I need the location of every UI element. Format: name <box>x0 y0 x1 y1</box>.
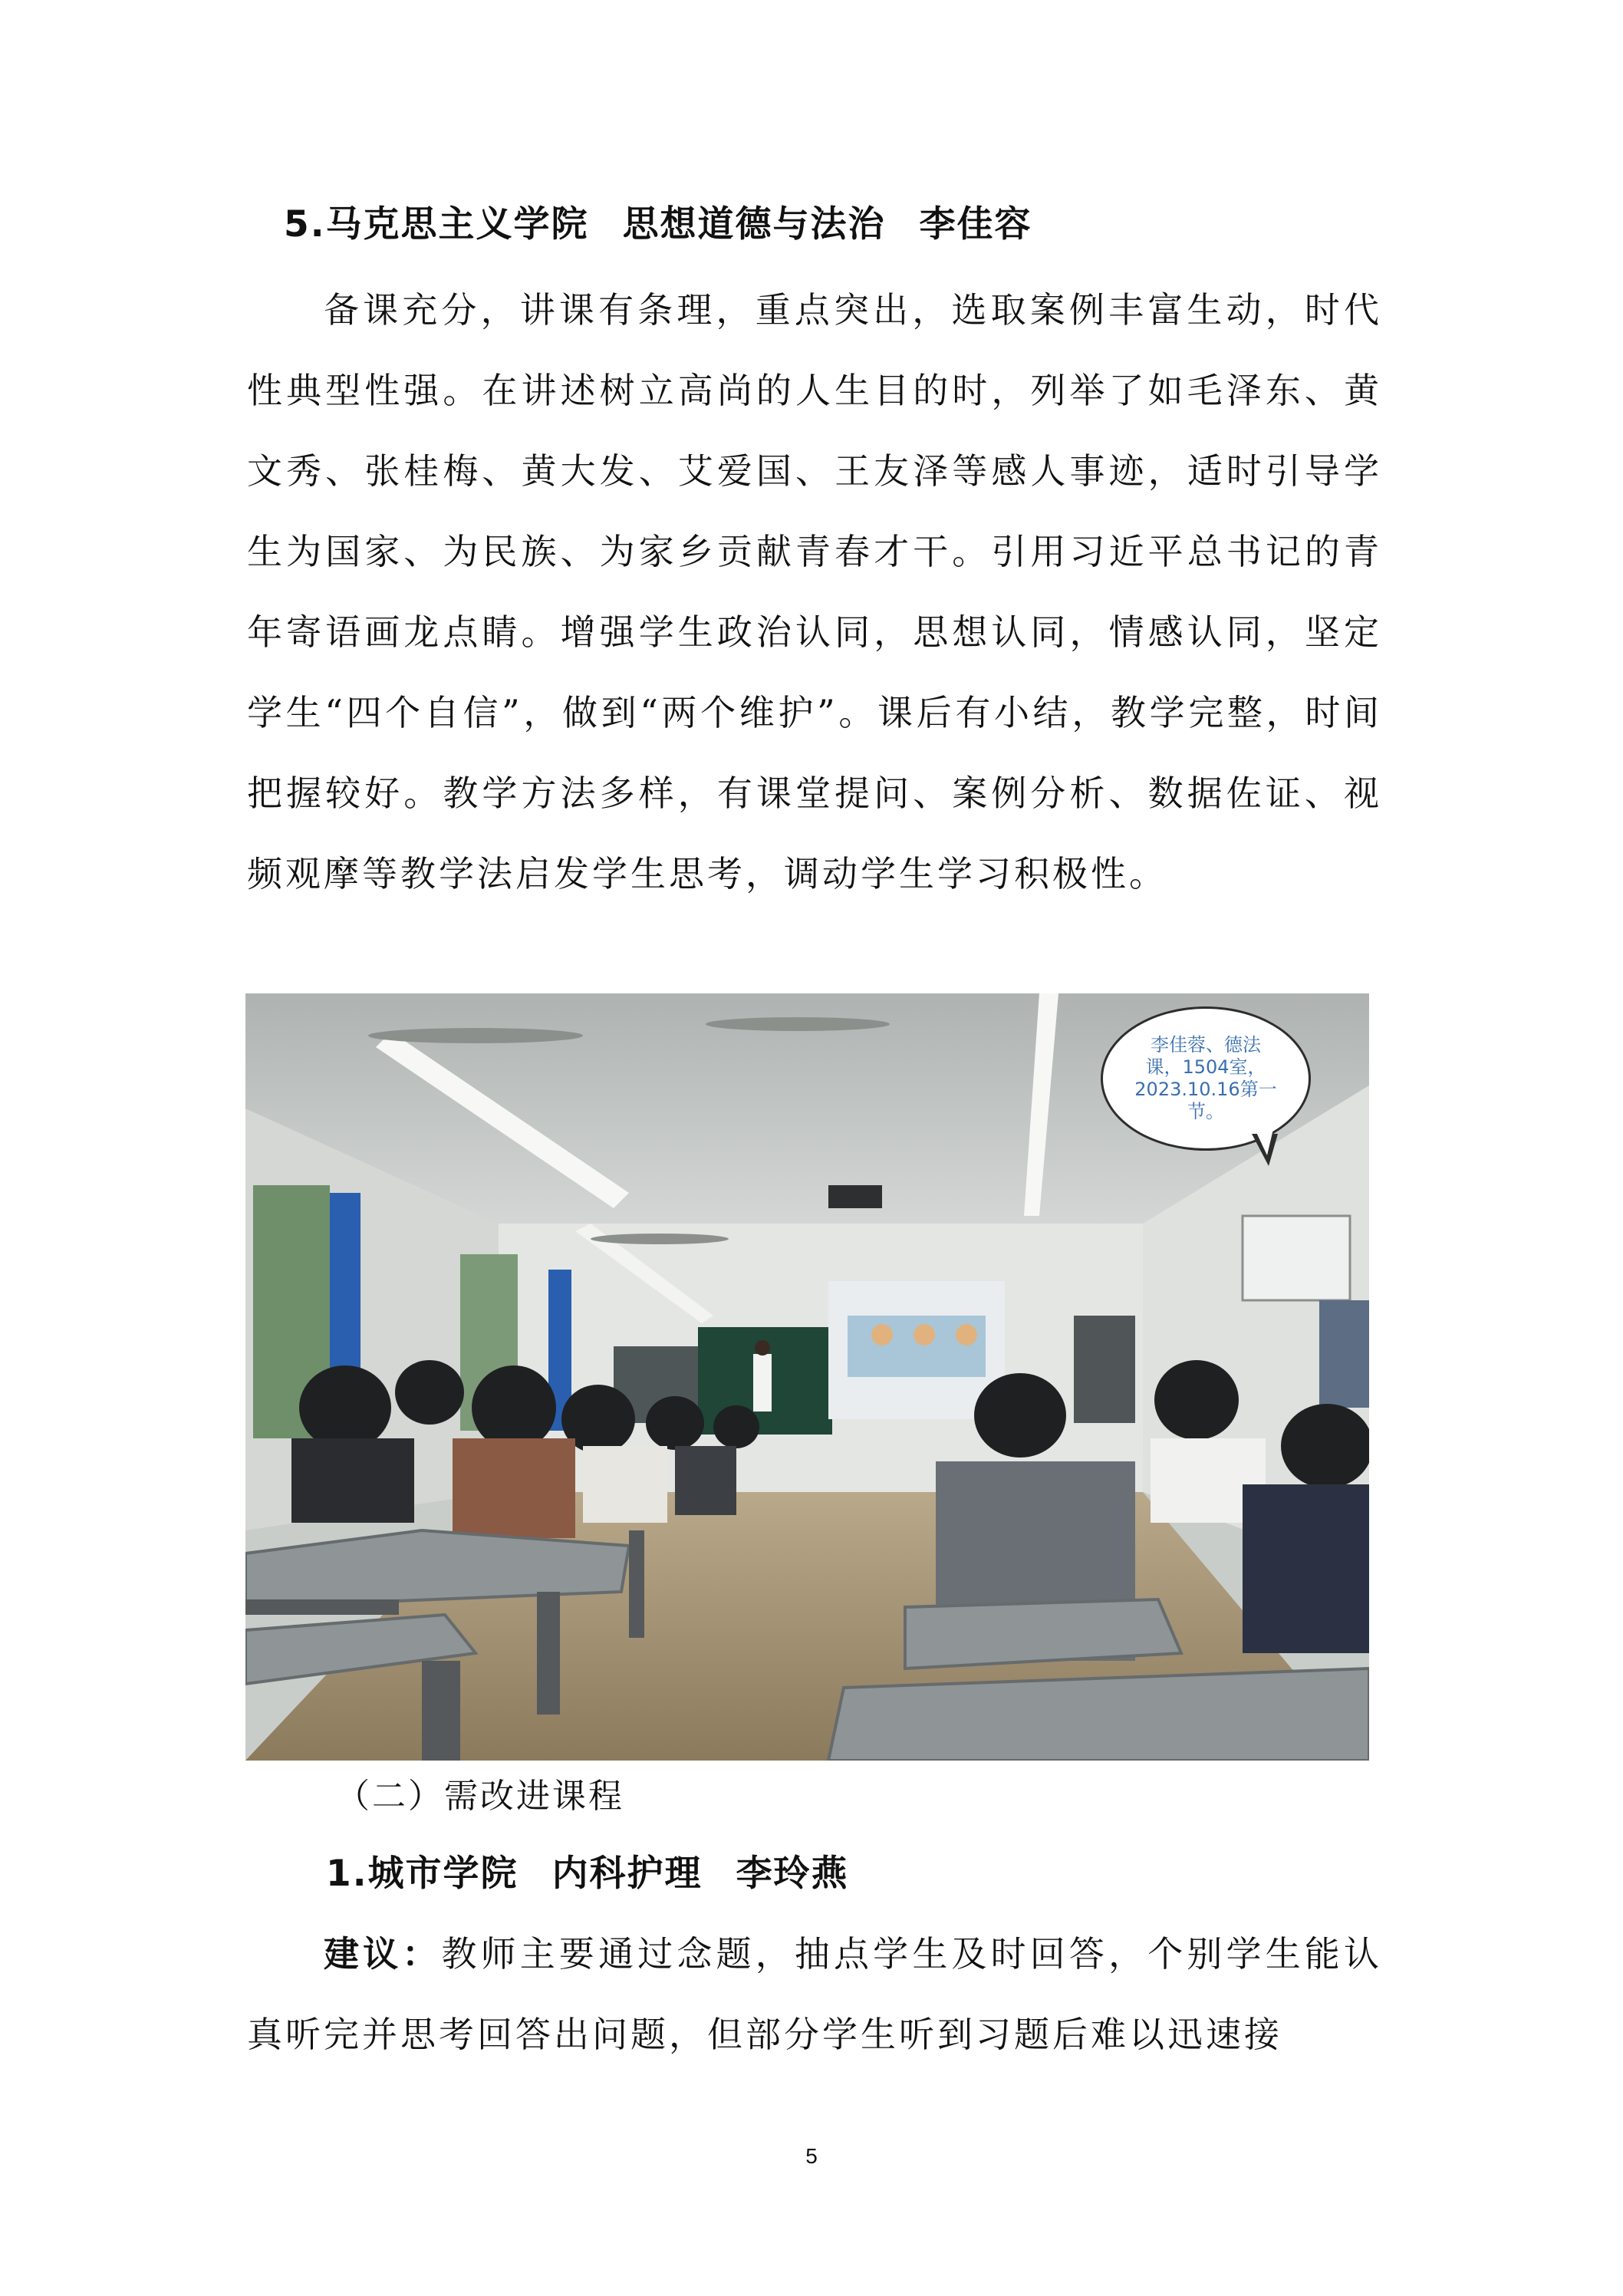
section-title: （二）需改进课程 <box>336 1777 624 1816</box>
bubble-tail-inner <box>1255 1129 1273 1155</box>
heading-course: 思想道德与法治 <box>622 203 886 245</box>
page-number: 5 <box>805 2144 818 2168</box>
item-heading <box>326 1845 849 1896</box>
suggestion-paragraph <box>247 1914 1382 2075</box>
item-number: 1. <box>326 1853 368 1895</box>
photo-caption-text: 李佳蓉、德法课，1504室，2023.10.16第一节。 <box>1134 1034 1277 1122</box>
item-course: 内科护理 <box>551 1853 703 1895</box>
heading-number: 5. <box>284 203 326 245</box>
evaluation-paragraph: 备课充分，讲课有条理，重点突出，选取案例丰富生动，时代性典型性强。在讲述树立高尚的人生目的时，列举了如毛泽东、黄文秀、张桂梅、黄大发、艾爱国、王友泽等感人事迹，适时引导学生为国家、为民族、为家乡贡献青春才干。引用习近平总书记的青年寄语画龙点睛。增强学生政治认同，思想认同，情感认同，坚定学生“四个自信”，做到“两个维护”。课后有小结，教学完整，时间把握较好。教学方法多样，有课堂提问、案例分析、数据佐证、视频观摩等教学法启发学生思考，调动学生学习积极性。 <box>247 289 1382 894</box>
heading-college: 马克思主义学院 <box>325 203 589 245</box>
item-college: 城市学院 <box>367 1853 519 1895</box>
suggestion-label: 建议： <box>324 1933 442 1975</box>
heading-teacher: 李佳容 <box>919 203 1032 245</box>
photo-caption-bubble <box>1103 1009 1309 1148</box>
section-heading <box>284 196 1032 247</box>
suggestion-text: 教师主要通过念题，抽点学生及时回答，个别学生能认真听完并思考回答出问题，但部分学生听到习题后难以迅速接 <box>247 1933 1383 2055</box>
item-teacher: 李玲燕 <box>736 1853 849 1895</box>
